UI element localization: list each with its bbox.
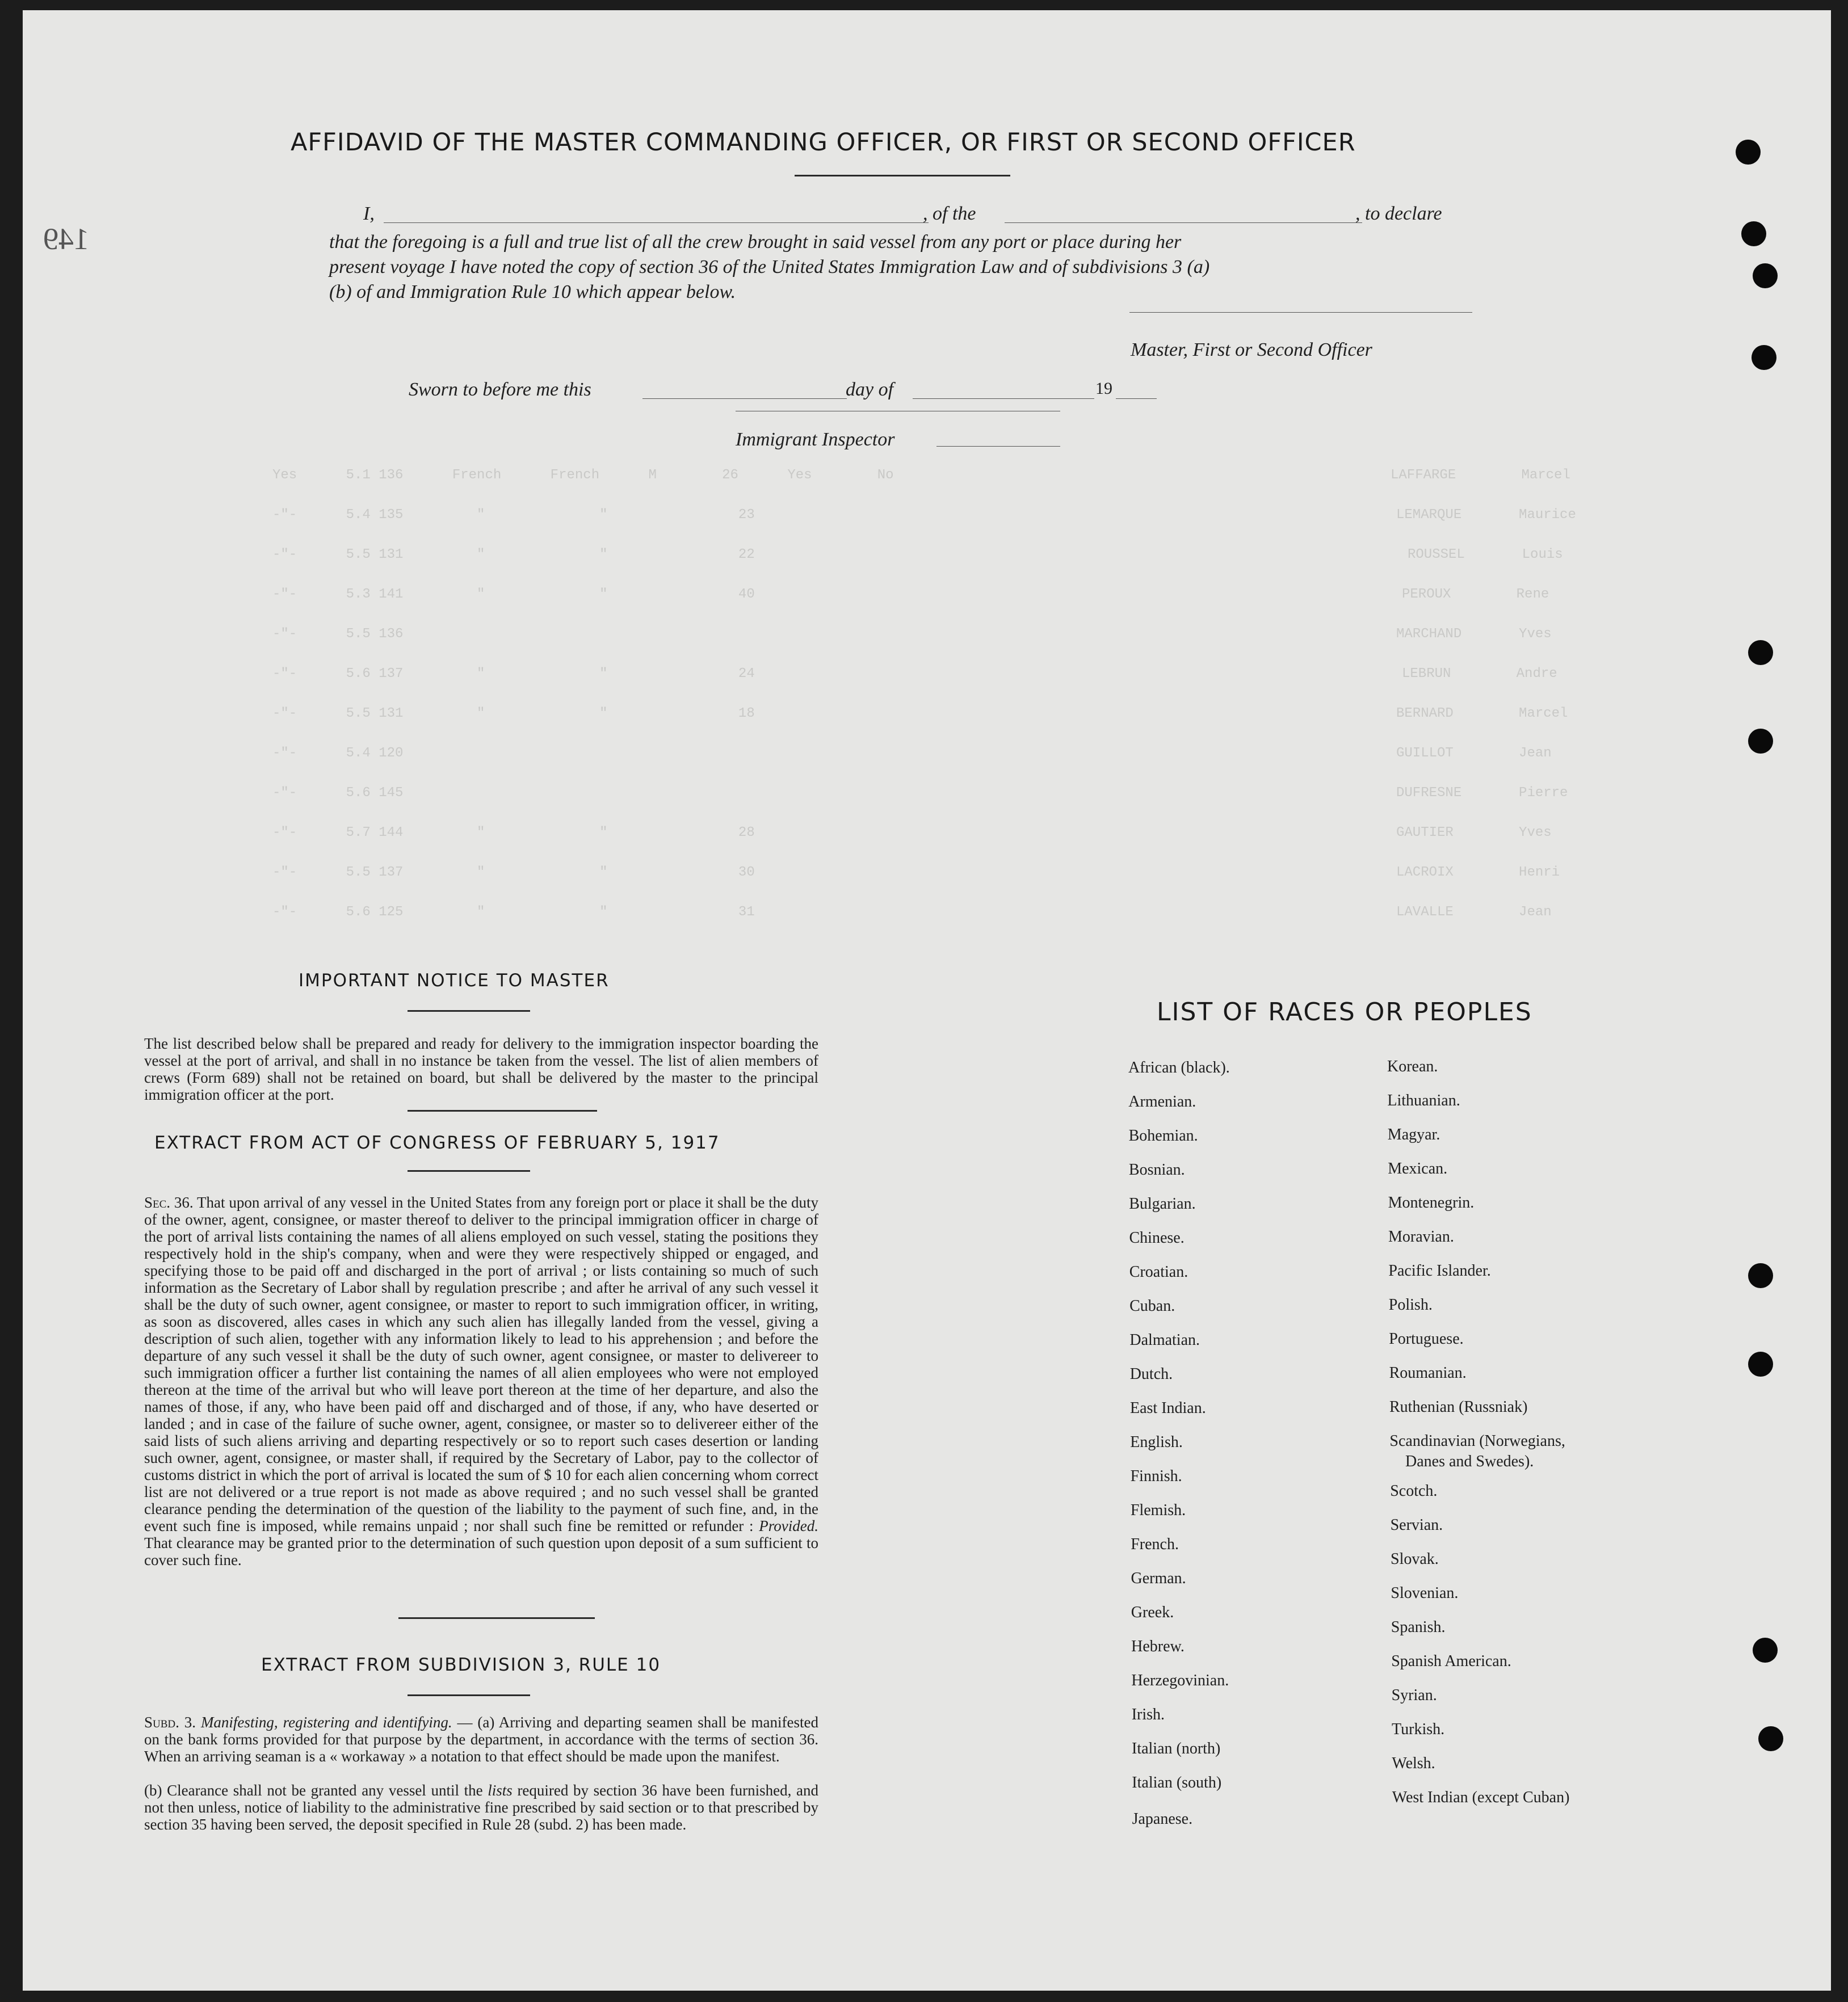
race-item-left: Italian (south) xyxy=(1132,1774,1222,1791)
affidavit-line-4: (b) of and Immigration Rule 10 which appear below. xyxy=(329,281,736,302)
race-item-left: Armenian. xyxy=(1128,1093,1196,1111)
sworn-day-field[interactable] xyxy=(642,398,847,399)
year-label: 19 xyxy=(1095,379,1112,398)
race-item-left: German. xyxy=(1131,1570,1186,1587)
rule-title: EXTRACT FROM SUBDIVISION 3, RULE 10 xyxy=(261,1655,661,1675)
stamp-number: 149 xyxy=(43,222,89,256)
race-item-right: Lithuanian. xyxy=(1387,1092,1460,1109)
race-item-left: Dalmatian. xyxy=(1129,1331,1200,1349)
notice-end-rule xyxy=(408,1110,597,1112)
affidavit-line-1 xyxy=(363,203,1510,228)
sworn-month-field[interactable] xyxy=(913,398,1094,399)
sworn-year-field[interactable] xyxy=(1116,398,1157,399)
race-item-right: Montenegrin. xyxy=(1388,1194,1475,1212)
race-item-left: Chinese. xyxy=(1129,1229,1185,1247)
race-item-left: Bohemian. xyxy=(1128,1127,1198,1145)
race-item-left: Finnish. xyxy=(1130,1467,1182,1485)
of-the-label: , of the xyxy=(923,203,976,224)
affidavit-line-2: that the foregoing is a full and true list of all the crew brought in said vessel from any port or place during her xyxy=(329,232,1182,253)
act-body-2: That clearance may be granted prior to the determination of such question upon deposit of a sum sufficient to cover such fine. xyxy=(144,1534,818,1568)
rule-text-b xyxy=(144,1782,818,1833)
race-item-left: Japanese. xyxy=(1132,1810,1193,1828)
race-item-right: Ruthenian (Russniak) xyxy=(1389,1398,1528,1416)
master-signature-label: Master, First or Second Officer xyxy=(1131,339,1372,360)
act-title: EXTRACT FROM ACT OF CONGRESS OF FEBRUARY 5, 1917 xyxy=(154,1133,720,1153)
rule-title-rule xyxy=(408,1694,530,1696)
race-item-right: Syrian. xyxy=(1391,1686,1437,1704)
race-item-left: English. xyxy=(1130,1433,1183,1451)
races-title: LIST OF RACES OR PEOPLES xyxy=(1157,998,1532,1027)
race-item-right: Korean. xyxy=(1387,1058,1438,1075)
race-item-right: Danes and Swedes). xyxy=(1405,1453,1534,1470)
affidavit-line-3: present voyage I have noted the copy of section 36 of the United States Immigration Law and of subdivisions 3 (a) xyxy=(329,256,1210,277)
race-item-left: Italian (north) xyxy=(1132,1740,1221,1757)
race-item-left: East Indian. xyxy=(1130,1399,1206,1417)
race-item-right: Portuguese. xyxy=(1389,1330,1464,1348)
race-item-right: Slovenian. xyxy=(1391,1584,1459,1602)
race-item-left: Bulgarian. xyxy=(1129,1195,1196,1213)
affidavit-title-rule xyxy=(795,175,1010,176)
notice-title: IMPORTANT NOTICE TO MASTER xyxy=(299,970,610,991)
act-sec-label: Sec. 36. xyxy=(144,1194,194,1211)
race-item-right: Magyar. xyxy=(1387,1126,1440,1143)
rule-text-a-body: — (a) Arriving and departing seamen shall be manifested on the bank forms provided for that purpose by the department, in accordance with the terms of section 36. When an arriving seaman is a « workaway » a notation to that effect should be made upon the manifest. xyxy=(144,1714,818,1765)
rule-subd-label: Subd. 3. xyxy=(144,1714,196,1731)
race-item-right: West Indian (except Cuban) xyxy=(1392,1789,1570,1806)
race-item-left: Bosnian. xyxy=(1128,1161,1185,1179)
inspector-name-field[interactable] xyxy=(936,446,1060,447)
affidavit-title: AFFIDAVID OF THE MASTER COMMANDING OFFICER, OR FIRST OR SECOND OFFICER xyxy=(291,128,1356,157)
act-title-rule xyxy=(408,1170,530,1172)
rule-text-b-1: (b) Clearance shall not be granted any vessel until the xyxy=(144,1782,483,1799)
race-item-right: Scotch. xyxy=(1390,1482,1438,1500)
sworn-label: Sworn to before me this xyxy=(409,379,591,400)
race-item-left: Croatian. xyxy=(1129,1263,1188,1281)
race-item-left: Flemish. xyxy=(1130,1502,1186,1519)
race-item-right: Polish. xyxy=(1388,1296,1433,1314)
race-item-right: Roumanian. xyxy=(1389,1364,1467,1382)
race-item-right: Turkish. xyxy=(1392,1721,1445,1738)
race-item-right: Spanish. xyxy=(1391,1618,1446,1636)
race-item-right: Spanish American. xyxy=(1391,1652,1511,1670)
inspector-label: Immigrant Inspector xyxy=(736,429,895,450)
race-item-right: Servian. xyxy=(1390,1516,1443,1534)
rule-text-b-2: required by section 36 have been furnished, and not then unless, notice of liability to the administrative fine prescribed by said section or to that prescribed by section 35 having been served, the deposit specified in Rule 28 (subd. 2) has been made. xyxy=(144,1782,819,1833)
race-item-right: Pacific Islander. xyxy=(1388,1262,1491,1280)
act-provided: Provided. xyxy=(759,1517,819,1534)
act-body: That upon arrival of any vessel in the United States from any foreign port or place it shall be the duty of the owner, agent, consignee, or master thereof to deliver to the principal immigration officer in charge of the port of arrival lists containing the names of all aliens employed on such vessel, stating the positions they respectively hold in the ship's company, when and were they were respectively shipped or engaged, and specifying those to be paid off and discharged in the port of arrival ; or lists containing so much of such information as the Secretary of Labor shall by regulation prescribe ; and after he arrival of any such vessel it shall be the duty of such owner, agent consignee, or master to report to such immigration officer, in writing, as soon as discovered, alles cases in which any such alien has illegally landed from the vessel, giving a description of such alien, together with any information likely to lead to his apprehension ; and before the departure of any such vessel it shall be the duty of such owner, agent consignee, or master to delivereer to such immigration officer a further list containing the names of all alien employees who were not employed thereon at the time of the arrival but who will leave port thereon at the time of her departure, and also the names of those, if any, who have been paid off and discharged and of those, if any, who have deserted or landed ; and in case of the failure of suche owner, agent, consignee, or master so to delivereer either of the said lists of such aliens arriving and departing respectively or so to report such cases desertion or landing such owner, agent, consignee, or master shall, if required by the Secretary of Labor, pay to the collector of customs district in which the port of arrival is located the sum of $ 10 for each alien concerning whom correct list are not delivered or a true report is not made as above required ; and no such vessel shall be granted clearance pending the determination of the question of the liability to the payment of such fine, and, in the event such fine is imposed, while remains unpaid ; nor shall such fine be remitted or refunder : xyxy=(144,1194,819,1534)
master-signature-line[interactable] xyxy=(1129,312,1472,313)
to-declare-label: , to declare xyxy=(1355,203,1442,224)
race-item-left: Irish. xyxy=(1131,1706,1165,1723)
race-item-left: Herzegovinian. xyxy=(1131,1672,1229,1689)
race-item-right: Moravian. xyxy=(1388,1228,1454,1246)
i-label: I, xyxy=(363,203,375,224)
name-field[interactable] xyxy=(384,222,929,223)
race-item-right: Scandinavian (Norwegians, xyxy=(1389,1432,1565,1450)
document-page: LAFFARGE Marcel LEMARQUE Maurice ROUSSEL Louis PEROUX Rene MARCHAND Yves LEBRUN Andre BERNARD Marcel GUILLOT Jean DUFRESNE Pierre GAUTIER Yves LACROIX Henri LAVALLE Jean Yes 5.1 136 French French M 26 Yes No -"- 5.4 135 " " 23 -"- 5.5 131 " " 22 -"- 5.3 141 " " 40 -"- 5.5 136 -"- 5.6 137 " " 24 -"- 5.5 131 " " 18 -"- 5.4 120 -"- 5.6 145 -"- 5.7 144 " " 28 -"- 5.5 137 " " 30 -"- 5.6 125 " " 31 149 AFFIDAVID OF THE MASTER COMMANDING OFFICER, OR FIRST OR SECOND OFFICER I, , of the , to declare that the foregoing is a full and true list of all the crew brought in said vessel from any port or place during her present voyage I have noted the copy of section 36 of the United States Immigration Law and of subdivisions 3 (a) (b) of and Immigration Rule 10 which appear below. Master, First or Second Officer Sworn to before me this day of 19 Immigrant Inspector IMPORTANT NOTICE TO MASTER The list described below shall be prepared and ready for delivery to the immigration inspector boarding the vessel at the port of arrival, and shall in no instance be taken from the vessel. The list of alien members of crews (Form 689) shall not be retained on board, but shall be delivered by the master to the principal immigration officer at the port. EXTRACT FROM ACT OF CONGRESS OF FEBRUARY 5, 1917 Sec. 36. That upon arrival of any vessel in the United States from any foreign port or place it shall be the duty of the owner, agent, consignee, or master thereof to deliver to the principal immigration officer in charge of the port of arrival lists containing the names of all aliens employed on such vessel, stating the positions they respectively hold in the ship's company, when and were they were respectively shipped or engaged, and specifying those to be paid off and discharged in the port of arrival ; or lists containing so much of such information as the Secretary of Labor shall by regulation prescribe ; and after he arrival of any such vessel it shall be the duty of such owner, agent consignee, or master to report to such immigration officer, in writing, as soon as discovered, alles cases in which any such alien has illegally landed from the vessel, giving a description of such alien, together with any information likely to lead to his apprehension ; and before the departure of any such vessel it shall be the duty of such owner, agent consignee, or master to delivereer to such immigration officer a further list containing the names of all alien employees who were not employed thereon at the time of the arrival but who will leave port thereon at the time of her departure, and also the names of those, if any, who have been paid off and discharged and of those, if any, who have deserted or landed ; and in case of the failure of suche owner, agent, consignee, or master so to delivereer either of the said lists of such aliens arriving and departing respectively or so to report such cases desertion or landing such owner, agent, consignee, or master shall, if required by the Secretary of Labor, pay to the collector of customs district in which the port of arrival is located the sum of $ 10 for each alien concerning whom correct list are not delivered or a true report is not made as above required ; and no such vessel shall be granted clearance pending the determination of the question of the liability to the payment of such fine, and, in the event such fine is imposed, while remains unpaid ; nor shall such fine be remitted or refunder : Provided. That clearance may be granted prior to the determination of such question upon deposit of a sum sufficient to cover such fine. EXTRACT FROM SUBDIVISION 3, RULE 10 Subd. 3. Manifesting, registering and identifying. — (a) Arriving and departing seamen shall be manifested on the bank forms provided for that purpose by the department, in accordance with the terms of section 36. When an arriving seaman is a « workaway » a notation to that effect should be made upon the manifest. (b) Clearance shall not be granted any vessel until the lists required by section 36 have been furnished, and not then unless, notice of liability to the administrative fine prescribed by said section or to that prescribed by section 35 having been served, the deposit specified in Rule 28 (subd. 2) has been made. LIST OF RACES OR PEOPLES African (black). Armenian. Bohemian. Bosnian. Bulgarian. Chinese. Croatian. Cuban. Dalmatian. Dutch. East Indian. English. Finnish. Flemish. French. German. Greek. Hebrew. Herzegovinian. Irish. Italian (north) Italian (south) Japanese. Korean. Lithuanian. Magyar. Mexican. Montenegrin. Moravian. Pacific Islander. Polish. Portuguese. Roumanian. Ruthenian (Russniak) Scandinavian (Norwegians, Danes and Swedes). Scotch. Servian. Slovak. Slovenian. Spanish. Spanish American. Syrian. Turkish. Welsh. West Indian (except Cuban) xyxy=(23,10,1831,1991)
race-item-left: African (black). xyxy=(1128,1059,1230,1076)
race-item-left: French. xyxy=(1131,1536,1179,1553)
rule-text-b-lists: lists xyxy=(488,1782,513,1799)
race-item-left: Cuban. xyxy=(1129,1297,1175,1315)
notice-text: The list described below shall be prepared and ready for delivery to the immigration inspector boarding the vessel at the port of arrival, and shall in no instance be taken from the vessel. The list of alien members of crews (Form 689) shall not be retained on board, but shall be delivered by the master to the principal immigration officer at the port. xyxy=(144,1035,818,1103)
day-of-label: day of xyxy=(846,379,894,400)
rule-subd-title: Manifesting, registering and identifying. xyxy=(200,1714,452,1731)
race-item-right: Mexican. xyxy=(1388,1160,1448,1177)
race-item-left: Hebrew. xyxy=(1131,1638,1185,1655)
vessel-field[interactable] xyxy=(1005,222,1362,223)
race-item-right: Slovak. xyxy=(1391,1550,1439,1568)
rule-text-a xyxy=(144,1714,818,1765)
race-item-right: Welsh. xyxy=(1392,1755,1435,1772)
act-end-rule xyxy=(398,1617,595,1619)
notice-title-rule xyxy=(408,1010,530,1012)
race-item-left: Greek. xyxy=(1131,1604,1174,1621)
race-item-left: Dutch. xyxy=(1129,1365,1173,1383)
act-text xyxy=(144,1194,818,1568)
